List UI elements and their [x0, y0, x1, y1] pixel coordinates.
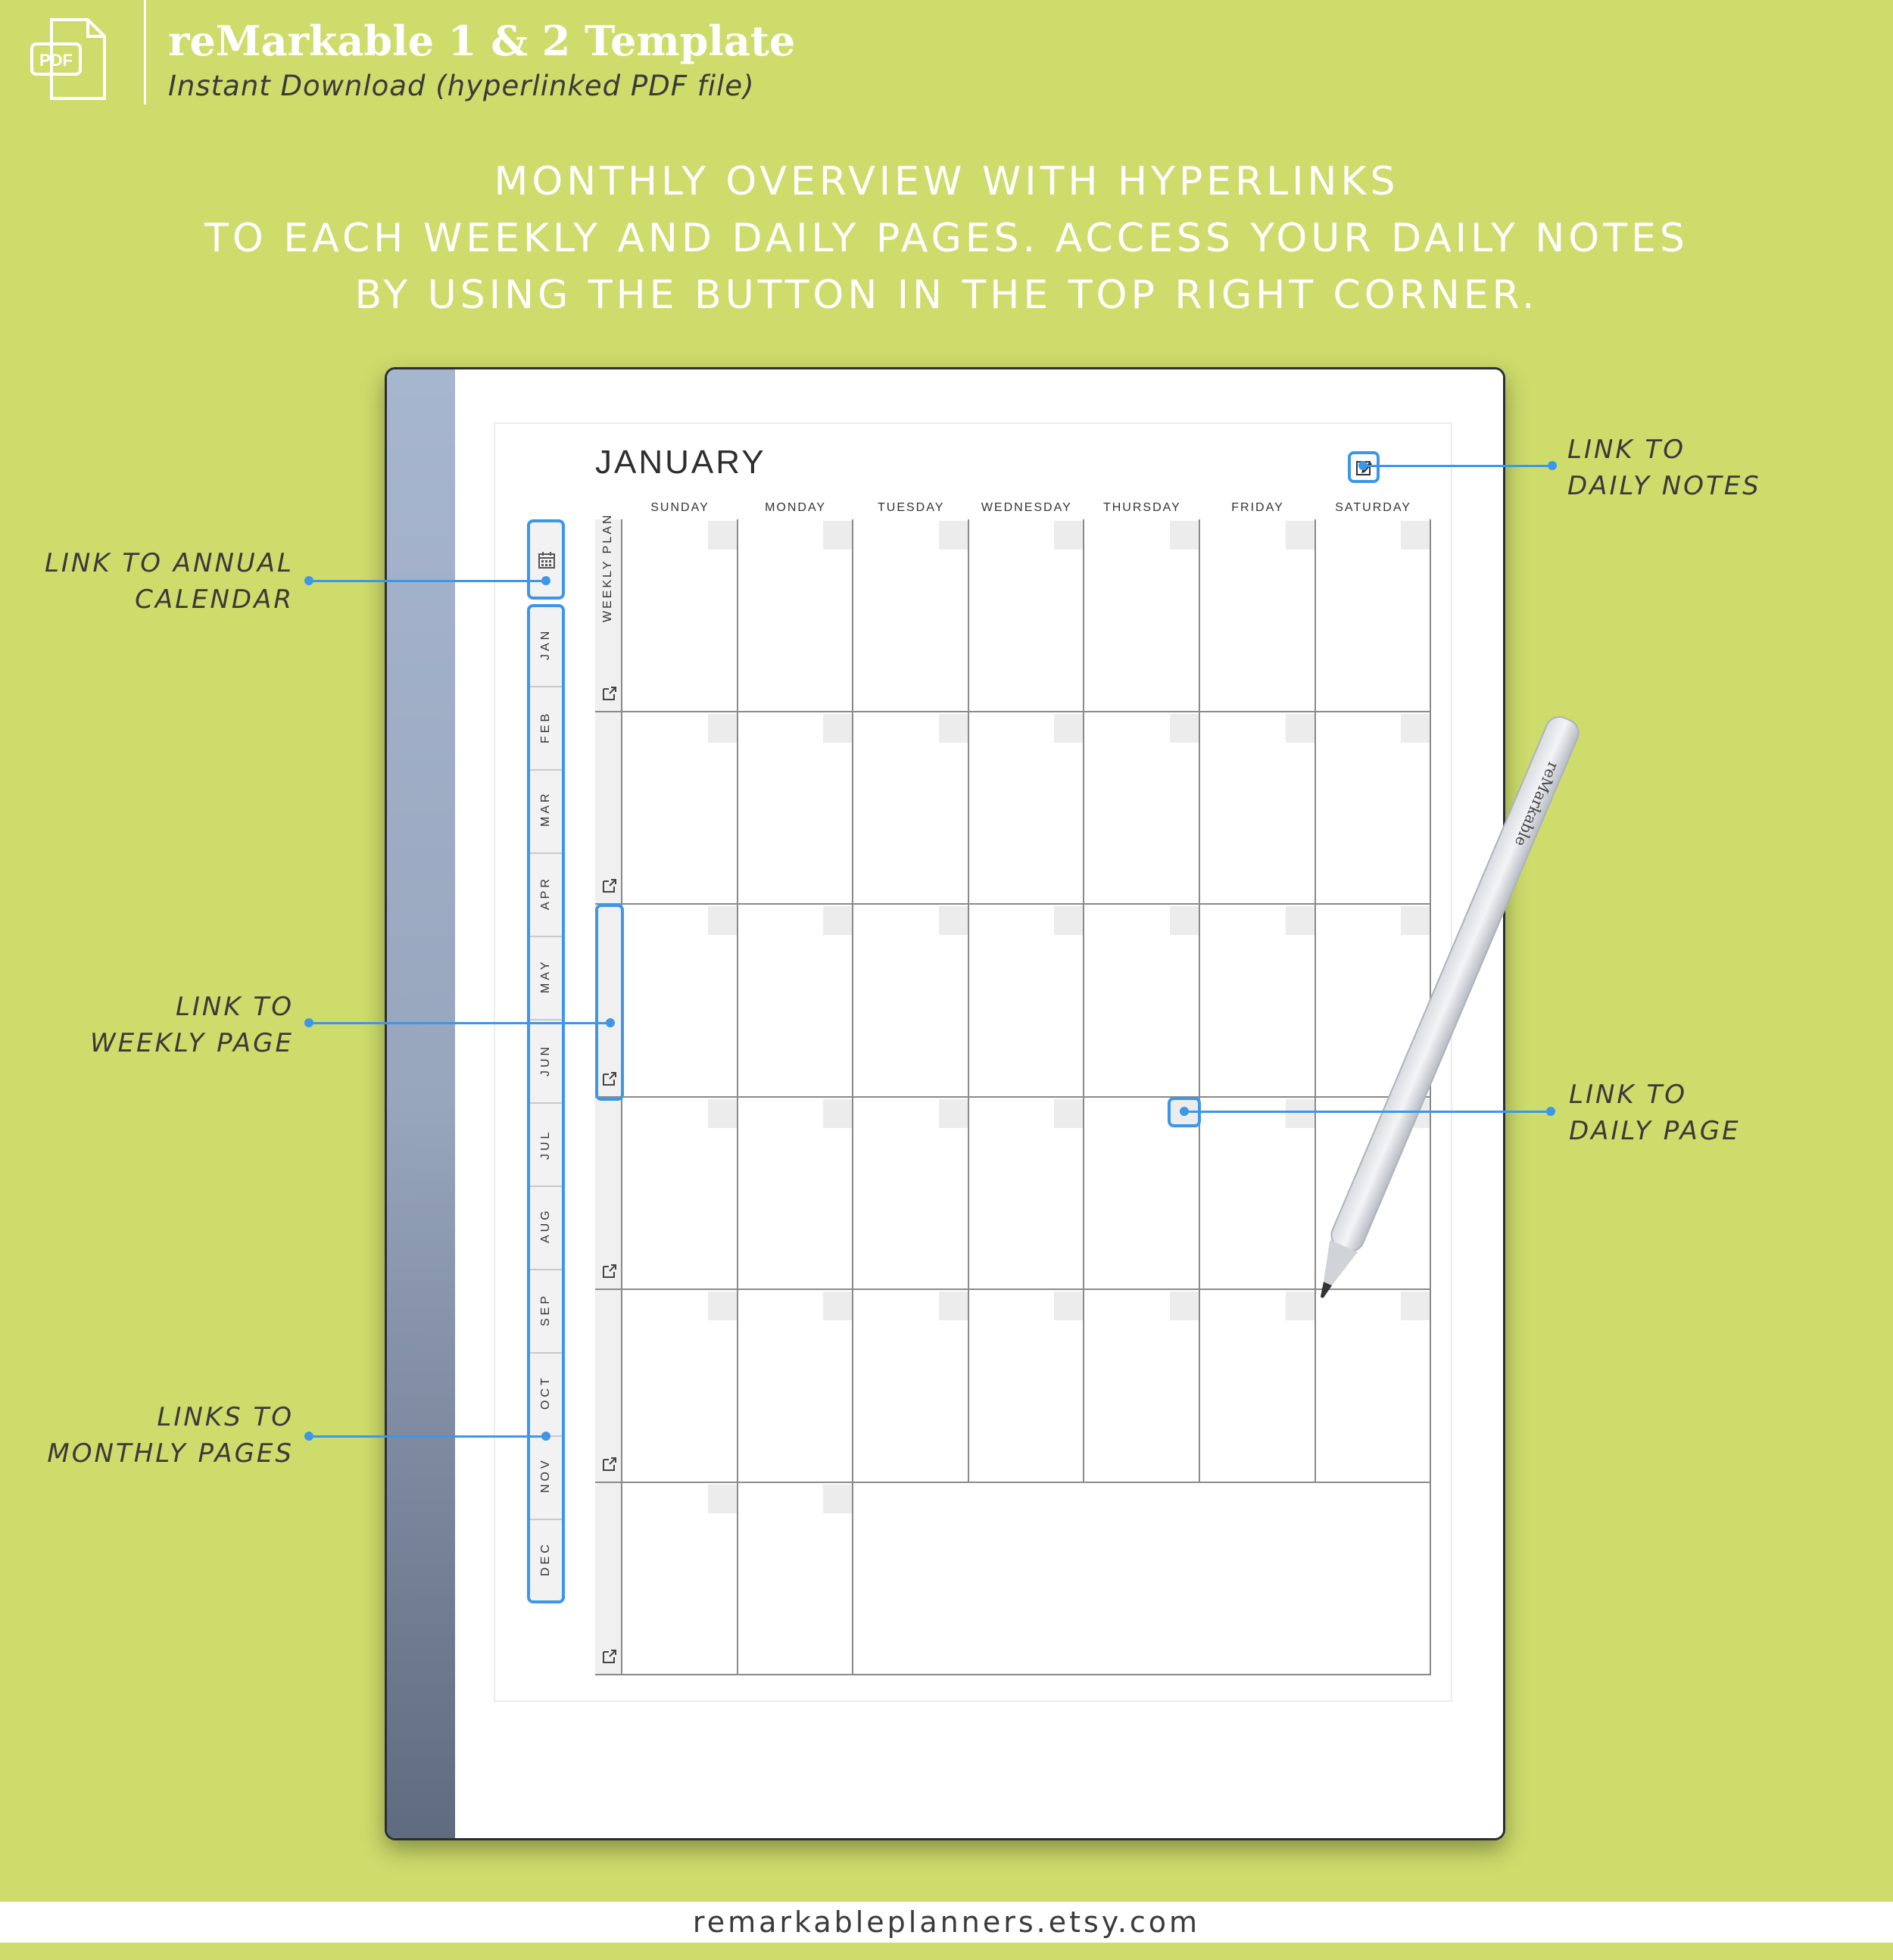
month-tab-dec[interactable]: [530, 1520, 562, 1603]
daily-page-annotation: [1569, 1077, 1741, 1149]
daily-page-link-tab[interactable]: [1054, 714, 1083, 743]
weekly-page-highlight[interactable]: [595, 904, 624, 1101]
month-tab-label: JUL: [539, 1129, 552, 1160]
month-tab-label: FEB: [539, 710, 552, 743]
month-tab-apr[interactable]: [530, 854, 562, 937]
annotation-line: WEEKLY PAGE: [89, 1028, 294, 1058]
daily-page-link-tab[interactable]: [823, 1292, 852, 1320]
daily-page-link-tab[interactable]: [823, 521, 852, 550]
month-tab-aug[interactable]: [530, 1187, 562, 1270]
daily-notes-annotation: [1567, 432, 1761, 504]
footer-url[interactable]: remarkableplanners.etsy.com: [692, 1905, 1201, 1939]
tablet-spine: [387, 369, 455, 1838]
daily-page-link-tab[interactable]: [939, 521, 968, 550]
leader-dot: [304, 576, 313, 585]
daily-page-link-tab[interactable]: [708, 1292, 737, 1320]
annotation-line: LINKS TO: [157, 1402, 294, 1432]
month-tab-jul[interactable]: [530, 1104, 562, 1187]
month-tab-jan[interactable]: [530, 604, 562, 687]
weekly-link-cell[interactable]: [595, 712, 622, 905]
annual-calendar-link[interactable]: [527, 519, 565, 600]
leader-line-daily-page: [1184, 1111, 1551, 1113]
month-tab-sep[interactable]: [530, 1270, 562, 1354]
leader-dot: [1358, 461, 1368, 470]
leader-dot: [1546, 1107, 1555, 1116]
day-name: THURSDAY: [1102, 501, 1181, 514]
header-divider: [144, 0, 146, 104]
daily-page-link-tab[interactable]: [708, 906, 737, 935]
month-tab-label: NOV: [539, 1457, 552, 1493]
daily-page-link-tab[interactable]: [1170, 906, 1199, 935]
calendar-icon: [538, 551, 556, 569]
weekly-link-cell[interactable]: [595, 1483, 622, 1676]
day-name: FRIDAY: [1231, 501, 1284, 514]
weekly-link-cell[interactable]: [595, 1098, 622, 1291]
external-link-icon: [601, 1263, 618, 1279]
month-tab-jun[interactable]: [530, 1021, 562, 1104]
month-tab-label: SEP: [539, 1292, 552, 1326]
weekly-link-cell[interactable]: [595, 1290, 622, 1483]
month-tab-label: MAR: [539, 790, 552, 827]
annual-calendar-annotation: [45, 545, 294, 618]
leader-dot: [1548, 461, 1557, 470]
annotation-line: LINK TO: [1567, 435, 1686, 465]
stylus-pen: [1287, 704, 1620, 1385]
leader-dot: [304, 1432, 313, 1441]
header-subtitle: Instant Download (hyperlinked PDF file): [168, 70, 755, 102]
empty-row-area: [853, 1483, 1431, 1676]
external-link-icon: [601, 877, 618, 894]
leader-dot: [304, 1018, 313, 1027]
external-link-icon: [601, 1648, 618, 1665]
month-tab-label: MAY: [539, 958, 552, 993]
daily-page-link-tab[interactable]: [1401, 521, 1430, 550]
leader-dot: [541, 576, 550, 585]
daily-page-link-tab[interactable]: [823, 906, 852, 935]
daily-page-link-tab[interactable]: [823, 1099, 852, 1128]
month-tab-label: APR: [539, 876, 552, 910]
annotation-line: MONTHLY PAGES: [47, 1438, 294, 1469]
daily-page-link-tab[interactable]: [708, 521, 737, 550]
daily-page-link-tab[interactable]: [939, 906, 968, 935]
month-tab-oct[interactable]: [530, 1354, 562, 1437]
daily-page-link-tab[interactable]: [823, 1485, 852, 1513]
annotation-line: DAILY NOTES: [1567, 471, 1761, 501]
daily-page-link-tab[interactable]: [1286, 521, 1314, 550]
month-tab-label: DEC: [539, 1541, 552, 1576]
day-name: SUNDAY: [650, 501, 709, 514]
headline-line-1: MONTHLY OVERVIEW WITH HYPERLINKS: [494, 159, 1399, 204]
daily-page-link-tab[interactable]: [939, 1292, 968, 1320]
daily-page-link-tab[interactable]: [1170, 714, 1199, 743]
leader-line-annual: [309, 580, 545, 582]
weekly-plan-label: WEEKLY PLAN: [601, 513, 614, 622]
annotation-line: DAILY PAGE: [1569, 1116, 1741, 1146]
month-tab-nov[interactable]: [530, 1437, 562, 1520]
annotation-line: LINK TO: [175, 992, 294, 1022]
monthly-pages-annotation: [47, 1399, 294, 1472]
leader-dot: [1180, 1107, 1189, 1116]
annotation-line: LINK TO: [1569, 1080, 1688, 1110]
pdf-file-icon: [29, 17, 114, 101]
headline-line-3: BY USING THE BUTTON IN THE TOP RIGHT CORNER.: [354, 273, 1539, 318]
daily-page-link-tab[interactable]: [1054, 521, 1083, 550]
leader-line-daily-notes: [1363, 465, 1552, 467]
headline-line-2: TO EACH WEEKLY AND DAILY PAGES. ACCESS YOUR DAILY NOTES: [204, 216, 1689, 261]
leader-line-weekly: [309, 1022, 610, 1024]
weekly-page-annotation: [90, 989, 294, 1061]
daily-page-link-tab[interactable]: [1170, 521, 1199, 550]
daily-page-link-tab[interactable]: [823, 714, 852, 743]
daily-page-link-tab[interactable]: [1054, 1292, 1083, 1320]
month-tab-mar[interactable]: [530, 771, 562, 854]
daily-page-link-tab[interactable]: [708, 1485, 737, 1513]
leader-dot: [606, 1018, 615, 1027]
annotation-line: CALENDAR: [135, 584, 294, 615]
day-name: SATURDAY: [1335, 501, 1411, 514]
month-tab-feb[interactable]: [530, 687, 562, 771]
leader-line-monthly: [309, 1435, 545, 1438]
pen-brand-text: reMarkable: [1511, 759, 1564, 849]
day-name: MONDAY: [765, 501, 827, 514]
external-link-icon: [601, 685, 618, 702]
daily-page-link-tab[interactable]: [939, 714, 968, 743]
day-name: TUESDAY: [877, 501, 945, 514]
daily-page-link-tab[interactable]: [1170, 1292, 1199, 1320]
daily-page-link-tab[interactable]: [1054, 1099, 1083, 1128]
month-tab-may[interactable]: [530, 937, 562, 1021]
month-title: JANUARY: [595, 444, 766, 481]
header-title: reMarkable 1 & 2 Template: [168, 17, 796, 65]
daily-page-link-tab[interactable]: [708, 714, 737, 743]
month-tab-label: AUG: [539, 1207, 552, 1243]
leader-dot: [541, 1432, 550, 1441]
daily-page-link-tab[interactable]: [939, 1099, 968, 1128]
month-tab-label: JUN: [539, 1043, 552, 1077]
daily-page-link-tab[interactable]: [1054, 906, 1083, 935]
external-link-icon: [601, 1456, 618, 1472]
annotation-line: LINK TO ANNUAL: [44, 548, 294, 578]
day-name: WEDNESDAY: [981, 501, 1072, 514]
month-tab-label: JAN: [539, 628, 552, 660]
pdf-icon-label: PDF: [39, 51, 73, 70]
daily-page-link-tab[interactable]: [708, 1099, 737, 1128]
month-tab-label: OCT: [539, 1375, 552, 1410]
